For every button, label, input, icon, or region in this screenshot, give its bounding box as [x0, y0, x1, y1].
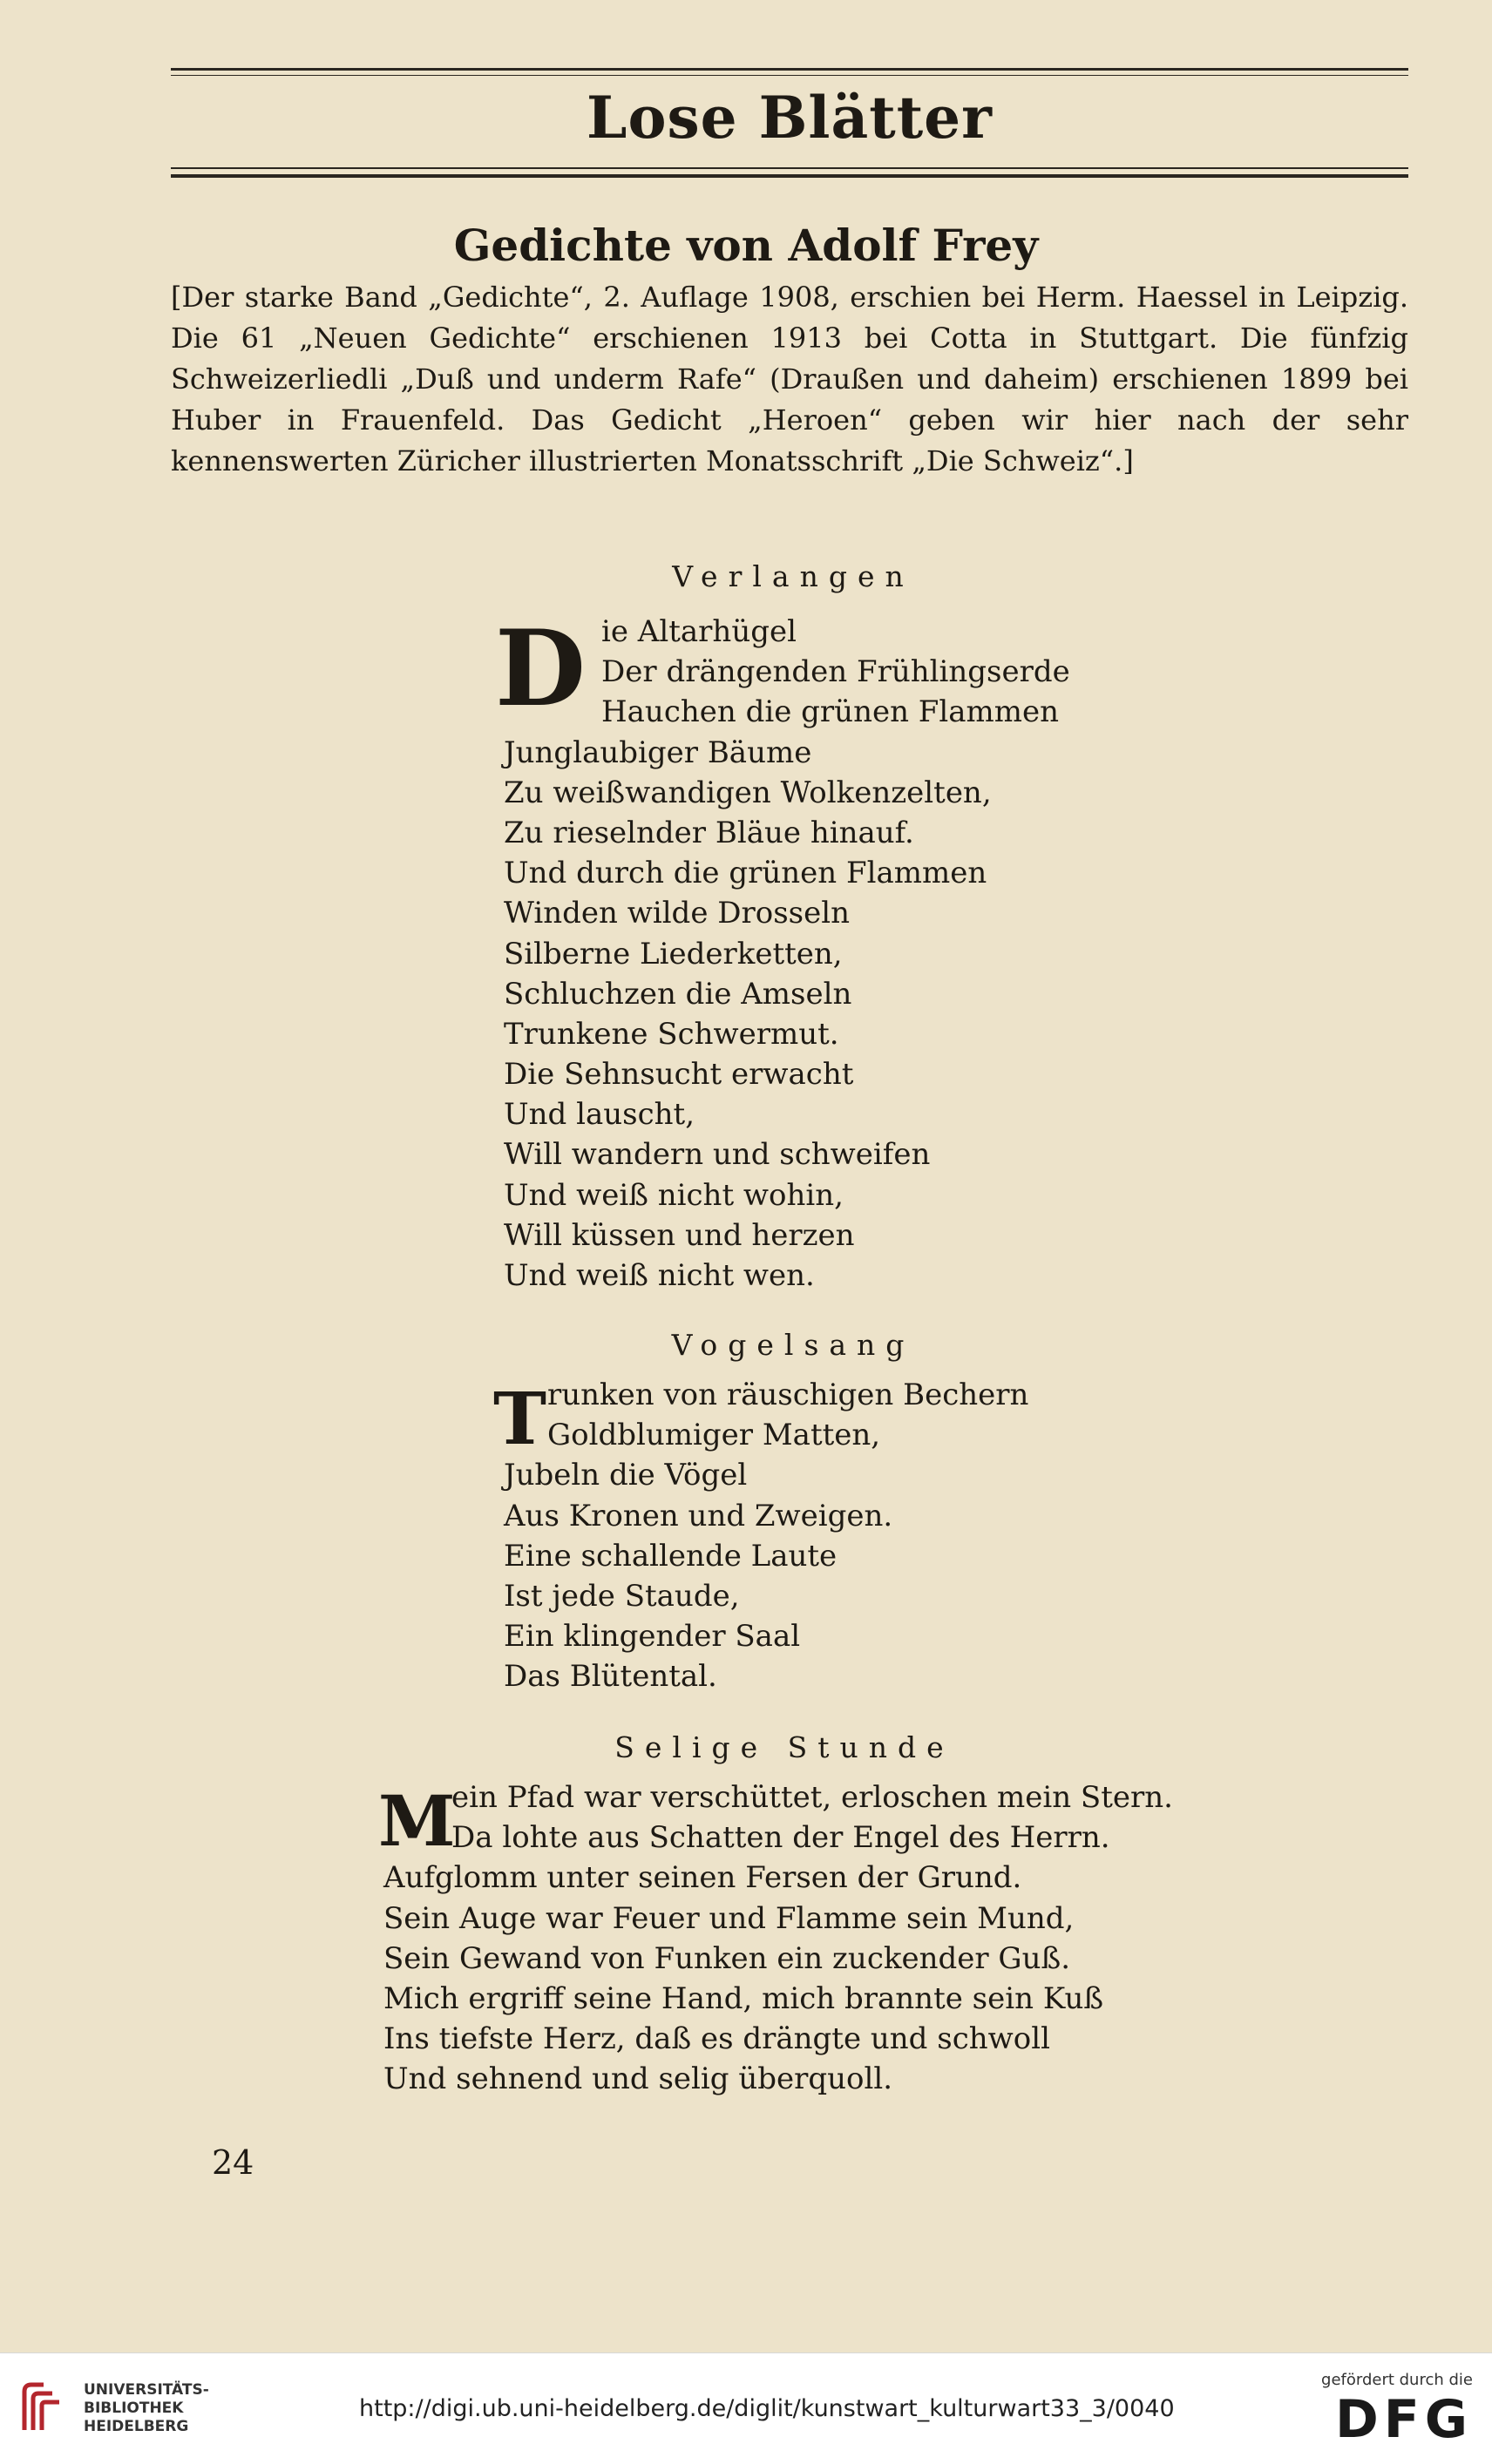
verse-line: Mich ergriff seine Hand, mich brannte sein Kuß — [383, 1980, 1104, 2016]
verse-line: Die Sehnsucht erwacht — [504, 1057, 854, 1093]
verse-line: Das Blütental. — [504, 1659, 717, 1695]
poem-heading-verlangen: Verlangen — [672, 559, 914, 593]
verse-line: Sein Auge war Feuer und Flamme sein Mund, — [383, 1900, 1075, 1936]
logo-line: UNIVERSITÄTS- — [84, 2381, 209, 2399]
dfg-logo: DFG — [1334, 2389, 1473, 2450]
poem-heading-selige-stunde: Selige Stunde — [614, 1730, 954, 1764]
verse-line: Und lauscht, — [504, 1097, 695, 1133]
verse-line: Will küssen und herzen — [504, 1217, 855, 1253]
verse-line: Ins tiefste Herz, daß es drängte und schwoll — [383, 2021, 1050, 2057]
library-footer — [0, 2352, 1492, 2464]
verse-line: Junglaubiger Bäume — [504, 734, 812, 770]
verse-line: Und sehnend und selig überquoll. — [383, 2061, 893, 2097]
verse-line: Will wandern und schweifen — [504, 1137, 931, 1173]
verse-line: Trunkene Schwermut. — [504, 1016, 839, 1052]
header-rule-bottom-thick — [171, 174, 1408, 178]
verse-line: Zu weißwandigen Wolkenzelten, — [504, 775, 992, 810]
verse-line: Silberne Liederketten, — [504, 936, 843, 971]
verse-line: Ein klingender Saal — [504, 1619, 801, 1655]
poem-verlangen — [504, 612, 1070, 1296]
document-url[interactable]: http://digi.ub.uni-heidelberg.de/diglit/kunstwart_kulturwart33_3/0040 — [359, 2395, 1175, 2422]
header-rule-top — [171, 68, 1408, 71]
verse-line: Und durch die grünen Flammen — [504, 856, 987, 891]
verse-line: Und weiß nicht wen. — [504, 1258, 815, 1293]
verse-line: Aus Kronen und Zweigen. — [504, 1498, 893, 1533]
poem-heading-vogelsang: Vogelsang — [671, 1328, 915, 1362]
logo-line: BIBLIOTHEK — [84, 2400, 184, 2417]
dropcap-d: D — [495, 607, 587, 730]
verse-line: Ist jede Staude, — [504, 1578, 740, 1614]
verse-line: Zu rieselnder Bläue hinauf. — [504, 815, 914, 850]
poem-vogelsang — [504, 1375, 1028, 1697]
verse-line: Und weiß nicht wohin, — [504, 1177, 844, 1213]
logo-line: HEIDELBERG — [84, 2418, 189, 2435]
intro-paragraph: [Der starke Band „Gedichte“, 2. Auflage 1908, erschien bei Herm. Haessel in Leipzig. Die 61 „Neuen Gedichte“ erschienen 1913 bei Cotta in Stuttgart. Die fünfzig Schweizerliedli „Duß und underm Rafe“ (Draußen und daheim) erschienen 1899 bei Huber in Frauenfeld. Das Gedicht „Heroen“ geben wir hier nach der sehr kennenswerten Züricher illustrierten Monatsschrift „Die Schweiz“.] — [171, 281, 1408, 477]
verse-line: Sein Gewand von Funken ein zuckender Guß. — [383, 1940, 1071, 1976]
section-title: Lose Blätter — [587, 84, 993, 152]
verse-line: Hauchen die grünen Flammen — [601, 694, 1060, 730]
verse-line: ie Altarhügel — [601, 614, 797, 649]
verse-line: Der drängenden Frühlingserde — [601, 654, 1070, 690]
header-rule-top-thin — [171, 75, 1408, 76]
verse-line: Schluchzen die Amseln — [504, 976, 852, 1012]
university-library-name — [84, 2381, 209, 2436]
header-rule-bottom — [171, 167, 1408, 169]
verse-line: Aufglomm unter seinen Fersen der Grund. — [383, 1860, 1022, 1896]
verse-line: Eine schallende Laute — [504, 1538, 838, 1574]
verse-line: runken von räuschigen Bechern — [547, 1378, 1029, 1412]
poem-collection-title: Gedichte von Adolf Frey — [453, 220, 1039, 271]
page-number: 24 — [212, 2143, 254, 2182]
dropcap-m: M — [378, 1780, 456, 1862]
dropcap-t: T — [493, 1378, 547, 1461]
poem-selige-stunde — [383, 1777, 1173, 2100]
verse-line: ein Pfad war verschüttet, erloschen mein Stern. — [451, 1780, 1173, 1815]
verse-line: Goldblumiger Matten, — [547, 1418, 881, 1453]
sponsor-label: gefördert durch die — [1321, 2371, 1473, 2389]
university-library-logo-icon — [17, 2379, 64, 2437]
verse-line: Winden wilde Drosseln — [504, 896, 851, 931]
verse-line: Jubeln die Vögel — [504, 1458, 748, 1493]
verse-line: Da lohte aus Schatten der Engel des Herrn. — [451, 1820, 1110, 1856]
